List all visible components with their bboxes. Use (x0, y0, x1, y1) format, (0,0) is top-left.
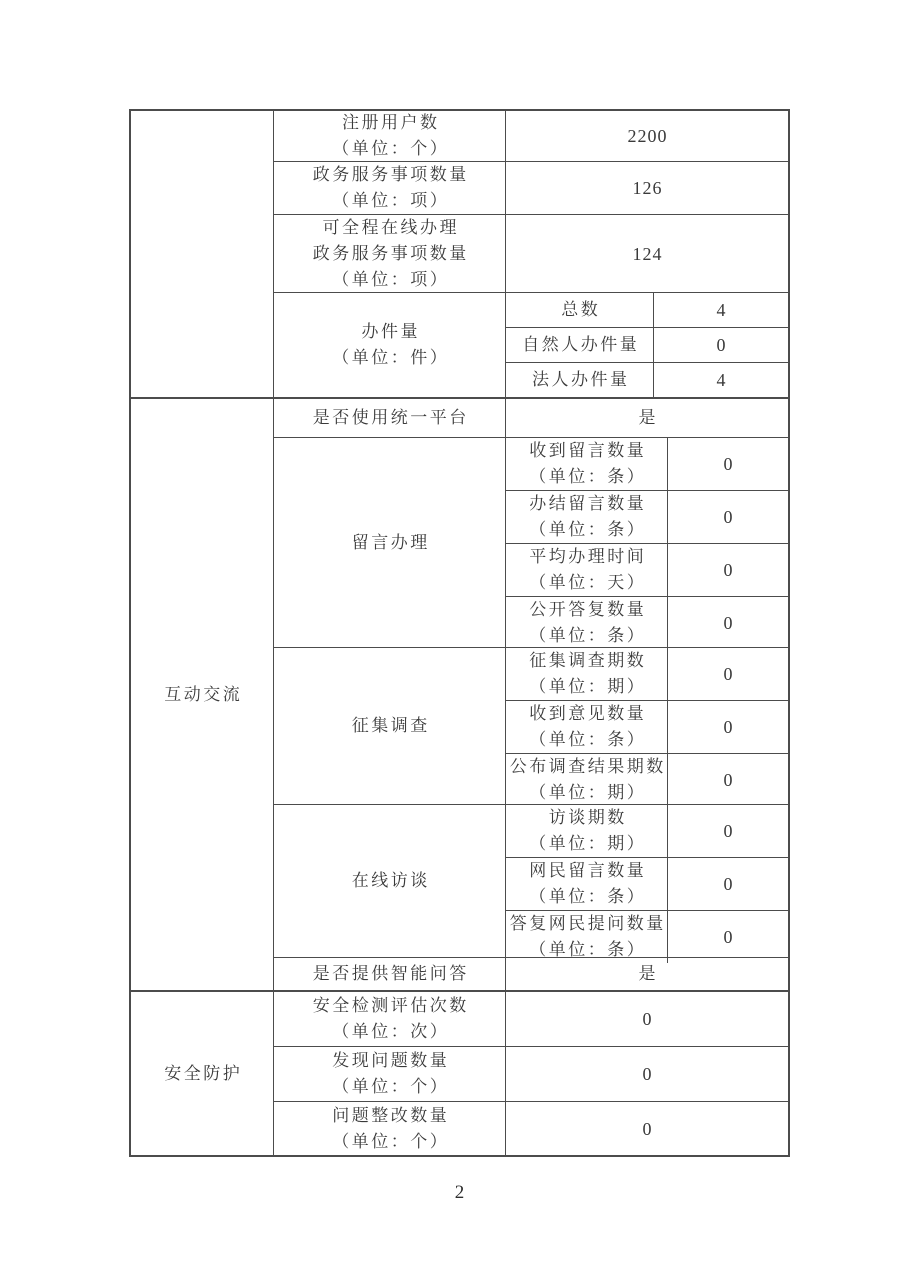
metric-unit: （单位：个） (332, 1077, 450, 1096)
table-row (274, 1046, 788, 1101)
metric-unit: （单位：项） (332, 191, 450, 210)
metric-value: 124 (632, 243, 663, 264)
metric-label-cell (274, 958, 506, 990)
table-subrow (506, 910, 788, 963)
section-body (274, 111, 788, 397)
table-row-group (274, 292, 788, 397)
metric-label: 发现问题数量 (332, 1051, 450, 1070)
submetric-value-cell (654, 293, 788, 327)
submetric-value-cell (668, 858, 788, 910)
metric-unit: （单位：个） (332, 1131, 450, 1151)
table-subrow (506, 490, 788, 543)
submetric-label: 法人办件量 (532, 370, 630, 389)
table-subrow (506, 362, 788, 397)
submetric-unit: （单位：期） (529, 783, 647, 802)
metric-label-cell (274, 1047, 506, 1101)
submetric-value-cell (668, 491, 788, 543)
group-label: 征集调查 (351, 716, 430, 735)
submetric-label-cell (506, 491, 668, 543)
submetric-value: 0 (723, 717, 734, 737)
metric-label: 是否提供智能问答 (312, 964, 469, 983)
section-label: 互动交流 (164, 684, 243, 704)
group-subrows (506, 438, 788, 647)
submetric-value: 0 (723, 770, 734, 790)
metric-value: 126 (632, 178, 663, 198)
submetric-label-cell (506, 858, 668, 910)
table-subrow (506, 700, 788, 753)
group-unit: （单位：件） (332, 348, 450, 367)
submetric-label-cell (506, 293, 654, 327)
metric-value: 2200 (627, 126, 668, 146)
submetric-value: 0 (723, 613, 734, 633)
group-subrows (506, 805, 788, 957)
submetric-label: 公开答复数量 (529, 600, 647, 619)
table-subrow (506, 753, 788, 806)
submetric-label: 收到意见数量 (529, 704, 647, 723)
submetric-label: 平均办理时间 (529, 547, 647, 566)
metric-label: 问题整改数量 (332, 1105, 450, 1125)
table-subrow (506, 648, 788, 700)
submetric-value: 0 (723, 927, 734, 947)
section-label-cell (131, 111, 274, 397)
submetric-unit: （单位：期） (529, 834, 647, 853)
table-row (274, 399, 788, 437)
submetric-value: 0 (723, 454, 734, 474)
section-services (131, 111, 788, 397)
submetric-label: 自然人办件量 (522, 335, 640, 354)
submetric-value: 0 (716, 335, 727, 355)
section-label-cell (131, 399, 274, 990)
report-table (129, 109, 790, 1157)
submetric-value-cell (668, 701, 788, 753)
submetric-label: 公布调查结果期数 (509, 757, 666, 776)
table-subrow (506, 596, 788, 649)
metric-value-cell (506, 992, 788, 1046)
metric-value-cell (506, 399, 788, 437)
group-label: 留言办理 (351, 532, 430, 552)
section-body (274, 992, 788, 1155)
submetric-unit: （单位：条） (529, 887, 647, 906)
submetric-value: 0 (723, 507, 734, 527)
table-row-group (274, 804, 788, 957)
submetric-unit: （单位：条） (529, 626, 647, 645)
metric-label-cell (274, 162, 506, 214)
metric-value-cell (506, 958, 788, 990)
metric-label-cell (274, 399, 506, 437)
group-label-cell (274, 293, 506, 397)
section-security (131, 990, 788, 1155)
submetric-value-cell (654, 328, 788, 362)
metric-value-cell (506, 1047, 788, 1101)
submetric-label-cell (506, 648, 668, 700)
submetric-unit: （单位：期） (529, 677, 647, 696)
table-row (274, 957, 788, 990)
submetric-value-cell (668, 648, 788, 700)
metric-label-cell (274, 111, 506, 161)
submetric-label-cell (506, 911, 668, 963)
table-subrow (506, 857, 788, 910)
submetric-value: 0 (723, 821, 734, 841)
submetric-unit: （单位：条） (529, 520, 647, 539)
table-row-group (274, 437, 788, 647)
metric-label: 注册用户数 (342, 113, 440, 132)
submetric-value: 0 (723, 560, 734, 580)
metric-label-cell (274, 992, 506, 1046)
submetric-label-cell (506, 438, 668, 490)
submetric-value: 4 (716, 300, 727, 320)
section-interaction (131, 397, 788, 990)
metric-value-cell (506, 215, 788, 292)
metric-value: 0 (642, 1064, 653, 1084)
section-label: 安全防护 (164, 1063, 243, 1083)
metric-label: 可全程在线办理 (322, 217, 459, 237)
submetric-value-cell (668, 805, 788, 857)
metric-label-cell (274, 1102, 506, 1155)
submetric-label: 访谈期数 (548, 808, 627, 827)
group-subrows (506, 293, 788, 397)
metric-unit: （单位：项） (332, 269, 450, 289)
metric-label: 安全检测评估次数 (312, 996, 469, 1015)
table-row (274, 214, 788, 292)
submetric-label-cell (506, 805, 668, 857)
submetric-value: 0 (723, 664, 734, 684)
submetric-value-cell (668, 438, 788, 490)
table-subrow (506, 327, 788, 362)
submetric-value-cell (668, 597, 788, 649)
submetric-unit: （单位：条） (529, 467, 647, 486)
submetric-label-cell (506, 363, 654, 397)
table-row-group (274, 647, 788, 804)
table-subrow (506, 293, 788, 327)
metric-label: 政务服务事项数量 (312, 243, 469, 263)
metric-label: 是否使用统一平台 (312, 408, 469, 427)
submetric-value: 0 (723, 874, 734, 894)
table-subrow (506, 805, 788, 857)
metric-value-cell (506, 111, 788, 161)
submetric-value-cell (668, 754, 788, 806)
group-label-cell (274, 805, 506, 957)
submetric-label: 征集调查期数 (529, 651, 647, 670)
metric-value: 是 (638, 964, 658, 983)
table-subrow (506, 543, 788, 596)
submetric-unit: （单位：条） (529, 940, 647, 959)
submetric-value: 4 (716, 370, 727, 390)
metric-unit: （单位：次） (332, 1022, 450, 1041)
group-label-cell (274, 648, 506, 804)
section-body (274, 399, 788, 990)
metric-value: 是 (638, 408, 658, 427)
submetric-label: 答复网民提问数量 (509, 914, 666, 933)
metric-value: 0 (642, 1118, 653, 1139)
submetric-label: 总数 (561, 300, 601, 319)
metric-unit: （单位：个） (332, 139, 450, 158)
metric-label-cell (274, 215, 506, 292)
submetric-unit: （单位：条） (529, 730, 647, 749)
group-label: 在线访谈 (351, 871, 430, 890)
table-subrow (506, 438, 788, 490)
table-row (274, 161, 788, 214)
section-label-cell (131, 992, 274, 1155)
table-row (274, 111, 788, 161)
submetric-label-cell (506, 544, 668, 596)
table-row (274, 992, 788, 1046)
metric-value-cell (506, 1102, 788, 1155)
group-label: 办件量 (361, 322, 420, 341)
submetric-value-cell (668, 911, 788, 963)
metric-value: 0 (642, 1009, 653, 1029)
metric-value-cell (506, 162, 788, 214)
submetric-label-cell (506, 701, 668, 753)
submetric-value-cell (654, 363, 788, 397)
submetric-label: 收到留言数量 (529, 441, 647, 460)
submetric-unit: （单位：天） (529, 573, 647, 592)
submetric-label: 网民留言数量 (529, 861, 647, 880)
submetric-label: 办结留言数量 (529, 494, 647, 513)
group-subrows (506, 648, 788, 804)
table-row (274, 1101, 788, 1155)
group-label-cell (274, 438, 506, 647)
submetric-label-cell (506, 328, 654, 362)
page-number: 2 (454, 1182, 465, 1203)
submetric-value-cell (668, 544, 788, 596)
metric-label: 政务服务事项数量 (312, 165, 469, 184)
submetric-label-cell (506, 754, 668, 806)
submetric-label-cell (506, 597, 668, 649)
